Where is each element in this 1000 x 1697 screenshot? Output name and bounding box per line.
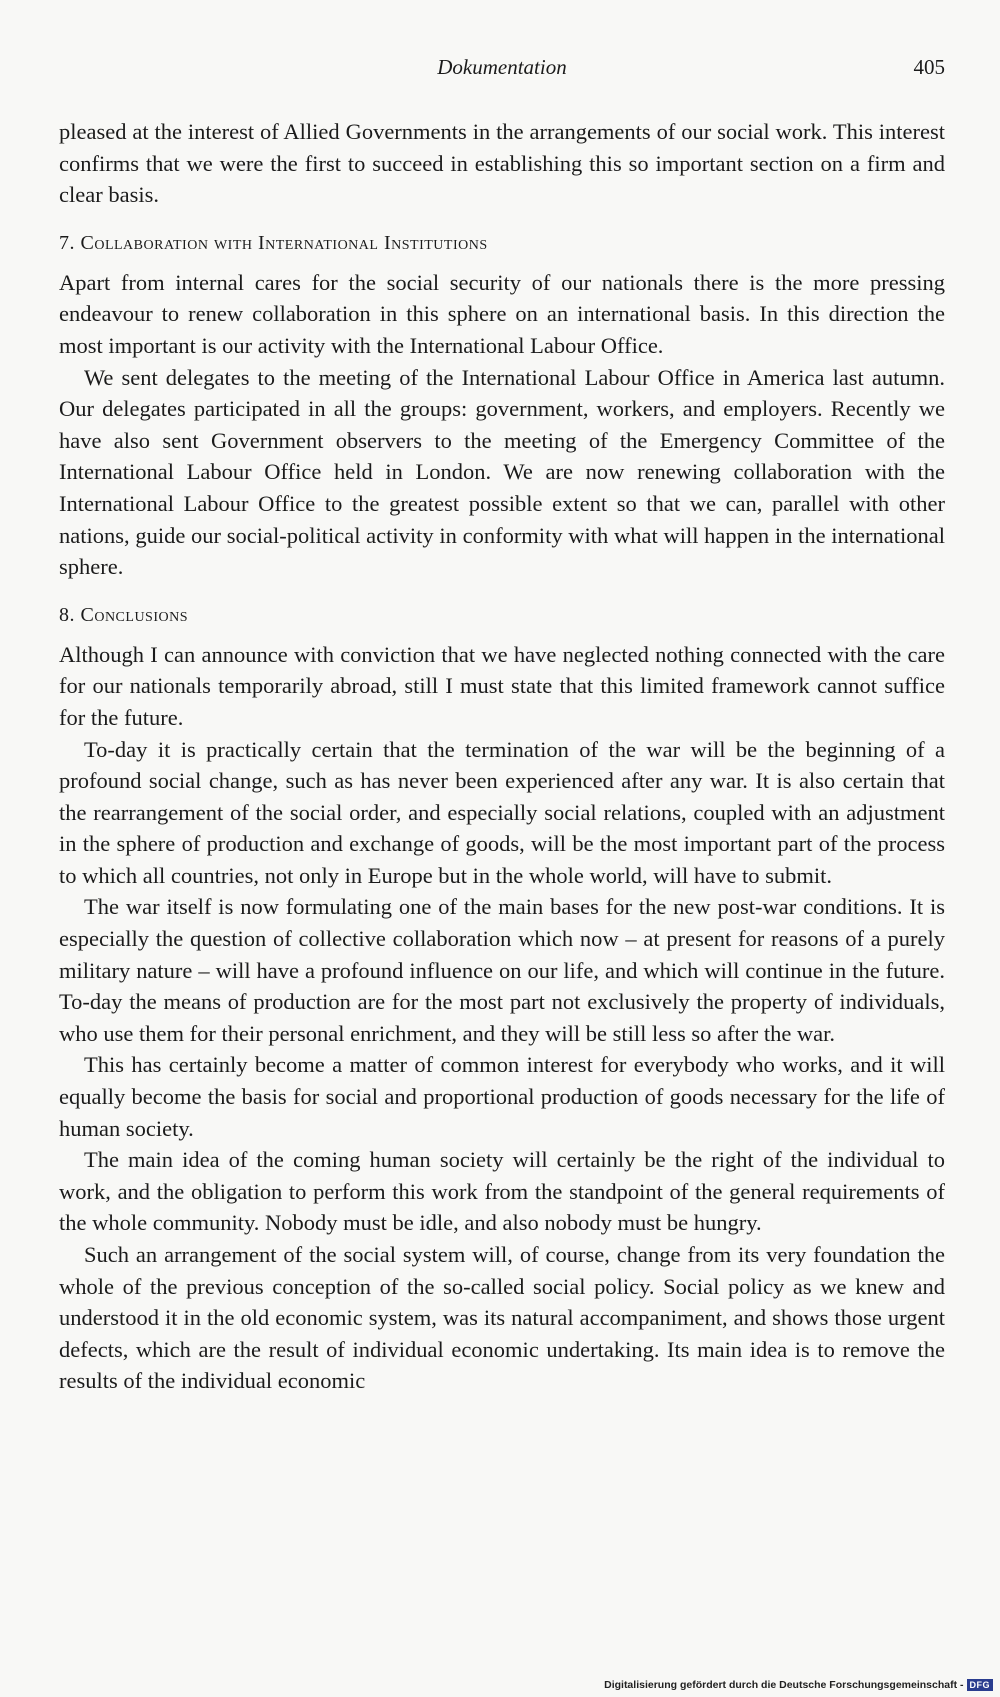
- page-number: 405: [913, 55, 945, 79]
- page-body: [59, 116, 945, 1397]
- paragraph-8-2: To-day it is practically certain that the termination of the war will be the beginning of a profound social change, such as has never been experienced after any war. It is also certain that the rearrangement of the social order, and especially social relations, coupled with an adjustment in the sphere of production and exchange of goods, will be the most important part of the process to which all countries, not only in Europe but in the whole world, will have to submit.: [59, 736, 945, 888]
- paragraph-8-3: The war itself is now formulating one of the main bases for the new post-war conditions. It is especially the question of collective collaboration which now – at present for reasons of a purely military nature – will have a profound influence on our life, and which will continue in the future. To-day the means of production are for the most part not exclusively the property of individuals, who use them for their personal enrichment, and they will be still less so after the war.: [59, 894, 945, 1046]
- running-title: Dokumentation: [437, 55, 567, 79]
- paragraph-7-2: We sent delegates to the meeting of the International Labour Office in America last autumn. Our delegates participated in all the groups: government, workers, and employers. Recently we have also sent Government observers to the meeting of the Emergency Committee of the International Labour Office held in London. We are now renewing collaboration with the International Labour Office to the greatest possible extent so that we can, parallel with other nations, guide our social-political activity in conformity with what will happen in the international sphere.: [59, 364, 945, 580]
- digitization-note: Digitalisierung gefördert durch die Deutsche Forschungsgemeinschaft -: [604, 1679, 964, 1691]
- section-heading-8: 8. Conclusions: [59, 603, 189, 626]
- paragraph-intro: pleased at the interest of Allied Governments in the arrangements of our social work. This interest confirms that we were the first to succeed in establishing this so important section on a firm and clear basis.: [59, 119, 945, 208]
- paragraph-8-6: Such an arrangement of the social system will, of course, change from its very foundation the whole of the previous conception of the so-called social policy. Social policy as we knew and understood it in the old economic system, was its natural accompaniment, and shows those urgent defects, which are the result of individual economic undertaking. Its main idea is to remove the results of the individual economic: [59, 1242, 945, 1394]
- dfg-logo: DFG: [967, 1679, 994, 1691]
- digitization-footer: [604, 1679, 993, 1691]
- paragraph-8-1: Although I can announce with conviction that we have neglected nothing connected with the care for our nationals temporarily abroad, still I must state that this limited framework cannot suffice for the future.: [59, 641, 945, 730]
- section-heading-7: 7. Collaboration with International Institutions: [59, 231, 488, 254]
- paragraph-7-1: Apart from internal cares for the social security of our nationals there is the more pressing endeavour to renew collaboration in this sphere on an international basis. In this direction the most important is our activity with the International Labour Office.: [59, 269, 945, 358]
- running-header: [59, 55, 945, 89]
- paragraph-8-4: This has certainly become a matter of common interest for everybody who works, and it will equally become the basis for social and proportional production of goods necessary for the life of human society.: [59, 1052, 945, 1141]
- paragraph-8-5: The main idea of the coming human society will certainly be the right of the individual to work, and the obligation to perform this work from the standpoint of the general requirements of the whole community. Nobody must be idle, and also nobody must be hungry.: [59, 1147, 945, 1236]
